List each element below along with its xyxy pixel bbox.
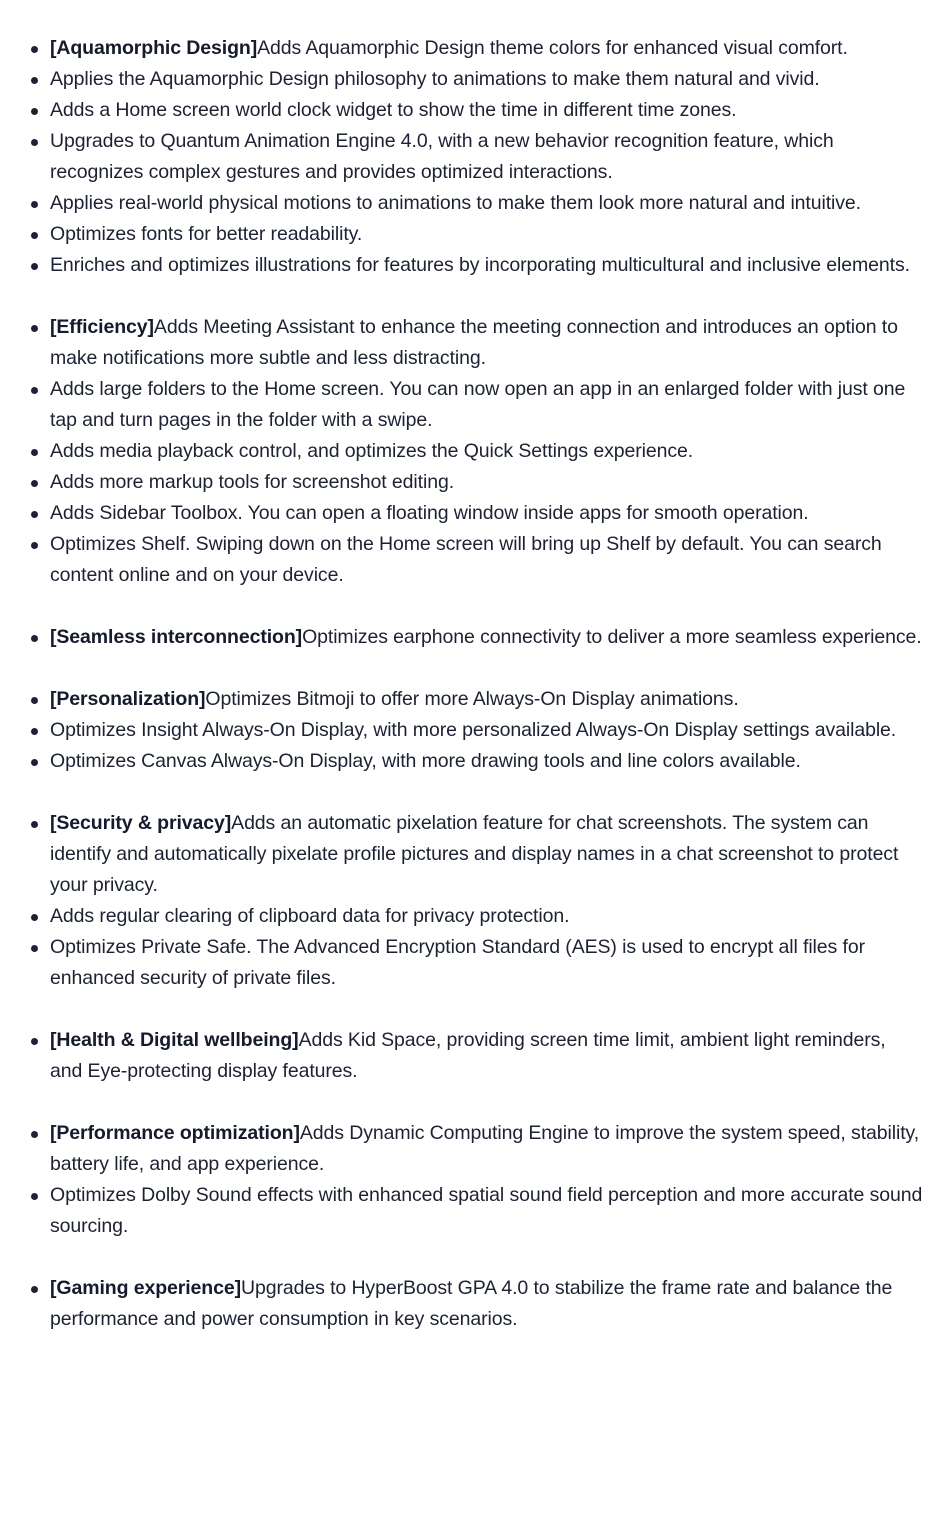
item-text: Adds an automatic pixelation feature for chat screenshots. The system can identify and automatically pixelate profile pictures and display names in a chat screenshot to protect your privacy.	[50, 812, 899, 896]
section-heading: [Performance optimization]	[50, 1122, 300, 1144]
item-text: Adds Aquamorphic Design theme colors for enhanced visual comfort.	[257, 37, 848, 59]
bullet-icon	[31, 697, 38, 704]
list-item	[0, 529, 943, 591]
bullet-icon	[31, 945, 38, 952]
bullet-icon	[31, 635, 38, 642]
item-text: Optimizes fonts for better readability.	[50, 223, 363, 245]
item-text: Optimizes Insight Always-On Display, with more personalized Always-On Display settings available.	[50, 719, 897, 741]
bullet-icon	[31, 263, 38, 270]
bullet-icon	[31, 232, 38, 239]
bullet-icon	[31, 728, 38, 735]
list-item	[0, 219, 943, 250]
feature-section	[0, 33, 943, 281]
bullet-icon	[31, 387, 38, 394]
list-item	[0, 901, 943, 932]
item-text: Adds a Home screen world clock widget to show the time in different time zones.	[50, 99, 737, 121]
item-text: Optimizes Shelf. Swiping down on the Home screen will bring up Shelf by default. You can search content online and on your device.	[50, 533, 882, 586]
bullet-icon	[31, 480, 38, 487]
list-item	[0, 808, 943, 901]
bullet-icon	[31, 821, 38, 828]
item-text: Upgrades to HyperBoost GPA 4.0 to stabilize the frame rate and balance the performance and power consumption in key scenarios.	[50, 1277, 893, 1330]
list-item	[0, 1273, 943, 1335]
item-text: Adds more markup tools for screenshot editing.	[50, 471, 455, 493]
bullet-icon	[31, 77, 38, 84]
list-item	[0, 250, 943, 281]
list-item	[0, 932, 943, 994]
item-text: Adds regular clearing of clipboard data for privacy protection.	[50, 905, 570, 927]
item-text: Optimizes Private Safe. The Advanced Encryption Standard (AES) is used to encrypt all files for enhanced security of private files.	[50, 936, 865, 989]
feature-section	[0, 622, 943, 653]
item-text: Applies real-world physical motions to animations to make them look more natural and intuitive.	[50, 192, 861, 214]
bullet-icon	[31, 1193, 38, 1200]
list-item	[0, 64, 943, 95]
section-heading: [Health & Digital wellbeing]	[50, 1029, 299, 1051]
feature-section	[0, 1273, 943, 1335]
bullet-icon	[31, 449, 38, 456]
list-item	[0, 746, 943, 777]
section-heading: [Aquamorphic Design]	[50, 37, 258, 59]
item-text: Adds media playback control, and optimizes the Quick Settings experience.	[50, 440, 694, 462]
bullet-icon	[31, 139, 38, 146]
item-text: Upgrades to Quantum Animation Engine 4.0, with a new behavior recognition feature, which recognizes complex gestures and provides optimized interactions.	[50, 130, 834, 183]
item-text: Enriches and optimizes illustrations for features by incorporating multicultural and inclusive elements.	[50, 254, 910, 276]
item-text: Adds Meeting Assistant to enhance the meeting connection and introduces an option to make notifications more subtle and less distracting.	[50, 316, 898, 369]
list-item	[0, 312, 943, 374]
item-text: Adds Kid Space, providing screen time limit, ambient light reminders, and Eye-protecting display features.	[50, 1029, 886, 1082]
list-item	[0, 622, 943, 653]
bullet-icon	[31, 1038, 38, 1045]
bullet-icon	[31, 1131, 38, 1138]
list-item	[0, 33, 943, 64]
item-text: Adds large folders to the Home screen. You can now open an app in an enlarged folder with just one tap and turn pages in the folder with a swipe.	[50, 378, 906, 431]
item-text: Optimizes earphone connectivity to deliver a more seamless experience.	[302, 626, 922, 648]
section-heading: [Seamless interconnection]	[50, 626, 303, 648]
list-item	[0, 188, 943, 219]
list-item	[0, 684, 943, 715]
section-heading: [Efficiency]	[50, 316, 154, 338]
section-heading: [Gaming experience]	[50, 1277, 241, 1299]
bullet-icon	[31, 759, 38, 766]
list-item	[0, 436, 943, 467]
feature-section	[0, 808, 943, 994]
item-text: Optimizes Dolby Sound effects with enhanced spatial sound field perception and more accurate sound sourcing.	[50, 1184, 923, 1237]
bullet-icon	[31, 542, 38, 549]
list-item	[0, 1025, 943, 1087]
bullet-icon	[31, 108, 38, 115]
list-item	[0, 467, 943, 498]
section-heading: [Security & privacy]	[50, 812, 232, 834]
item-text: Optimizes Canvas Always-On Display, with more drawing tools and line colors available.	[50, 750, 801, 772]
item-text: Adds Dynamic Computing Engine to improve the system speed, stability, battery life, and app experience.	[50, 1122, 920, 1175]
list-item	[0, 1180, 943, 1242]
feature-section	[0, 684, 943, 777]
bullet-icon	[31, 201, 38, 208]
bullet-icon	[31, 46, 38, 53]
bullet-icon	[31, 325, 38, 332]
bullet-icon	[31, 914, 38, 921]
bullet-icon	[31, 511, 38, 518]
item-text: Adds Sidebar Toolbox. You can open a floating window inside apps for smooth operation.	[50, 502, 809, 524]
bullet-icon	[31, 1286, 38, 1293]
feature-section	[0, 1025, 943, 1087]
feature-section	[0, 1118, 943, 1242]
feature-section	[0, 312, 943, 591]
item-text: Optimizes Bitmoji to offer more Always-On Display animations.	[205, 688, 739, 710]
list-item	[0, 498, 943, 529]
list-item	[0, 126, 943, 188]
list-item	[0, 374, 943, 436]
item-text: Applies the Aquamorphic Design philosophy to animations to make them natural and vivid.	[50, 68, 820, 90]
list-item	[0, 1118, 943, 1180]
list-item	[0, 95, 943, 126]
list-item	[0, 715, 943, 746]
section-heading: [Personalization]	[50, 688, 206, 710]
